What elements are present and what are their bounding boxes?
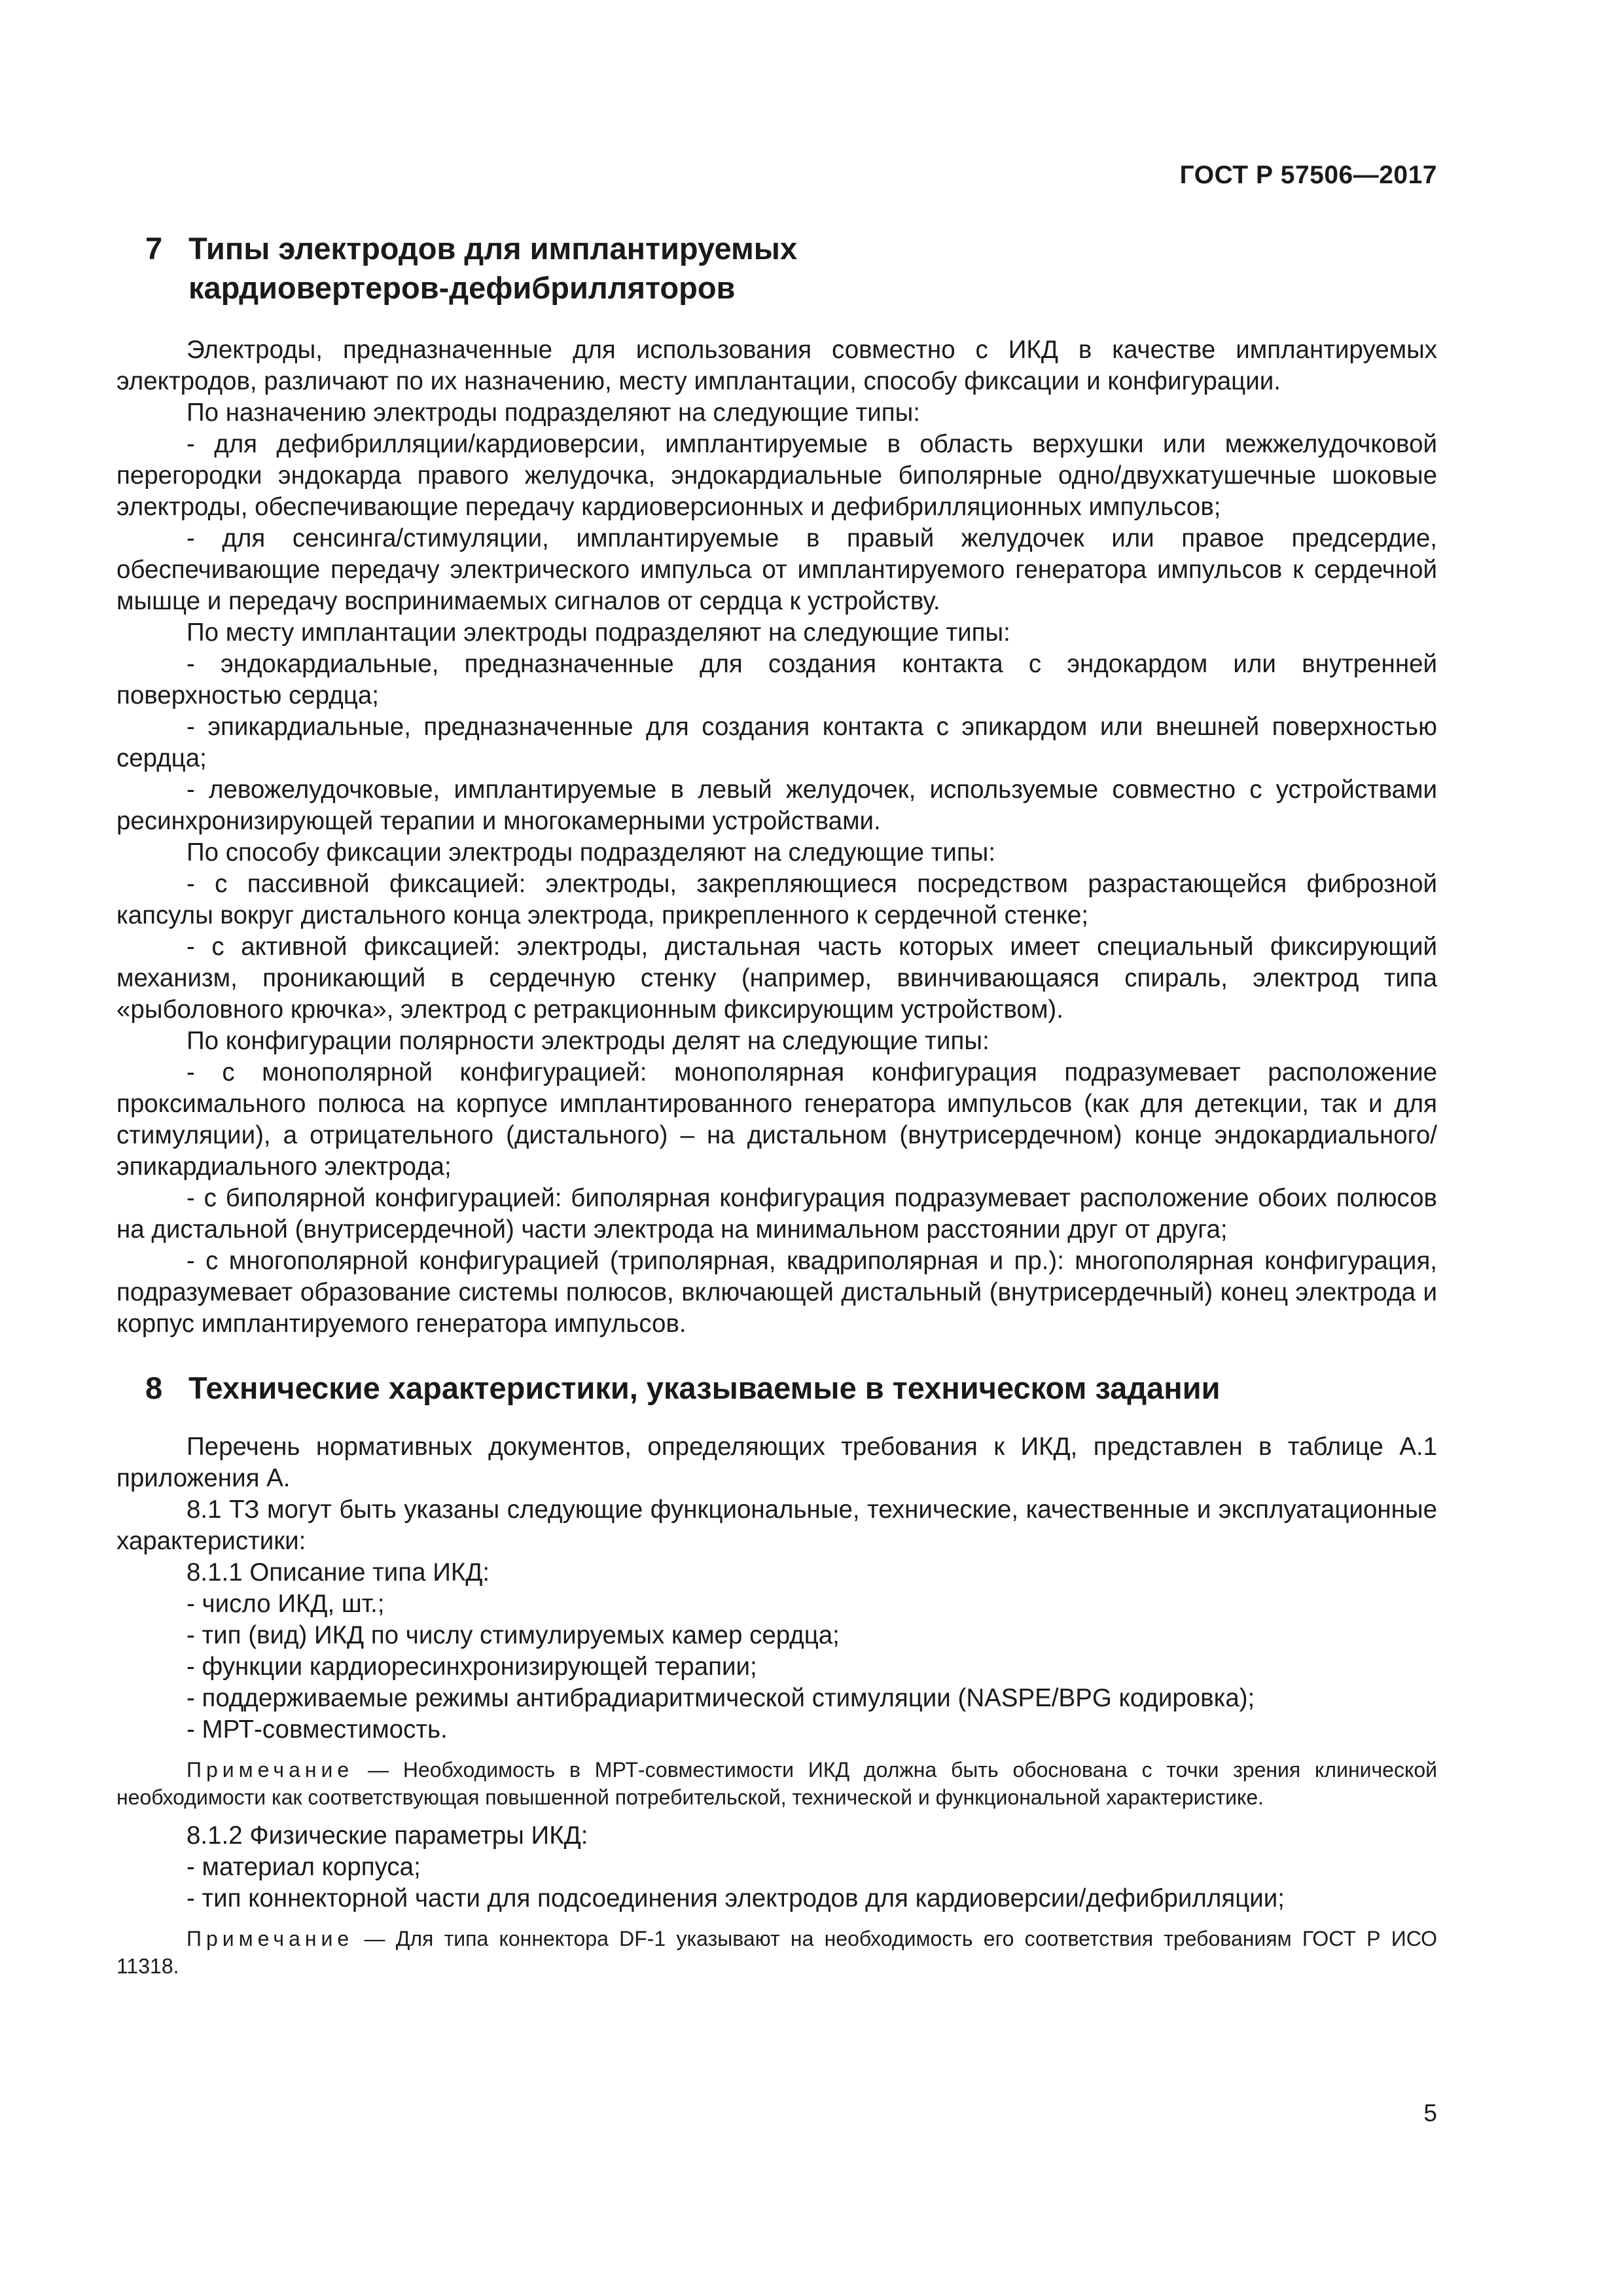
clause-8-1-2-title: 8.1.2 Физические параметры ИКД: [187,1821,588,1850]
note-1 [116,1756,1437,1811]
page-content [116,229,1437,1989]
list-item: - для дефибрилляции/кардиоверсии, имплантируемые в область верхушки или межжелудочковой перегородки эндокарда правого желудочка, эндокардиальные биполярные одно/двухкатушечные шоковые электроды, обеспечивающие передачу кардиоверсионных и дефибрилляционных импульсов; [116,430,1437,522]
section-7-heading [116,229,1437,307]
list-item: - с активной фиксацией: электроды, дистальная часть которых имеет специальный фиксирующий механизм, проникающий в сердечную стенку (например, ввинчивающаяся спираль, электрод типа «рыболовного крючка», электрод с ретракционным фиксирующим устройством). [116,933,1437,1024]
paragraph: По способу фиксации электроды подразделяют на следующие типы: [187,838,996,867]
list-item: - эпикардиальные, предназначенные для создания контакта с эпикардом или внешней поверхностью сердца; [116,713,1437,773]
clause-8-1-1-title: 8.1.1 Описание типа ИКД: [187,1558,490,1587]
list-item: - тип коннекторной части для подсоединения электродов для кардиоверсии/дефибрилляции; [187,1884,1285,1913]
note-2 [116,1925,1437,1980]
list-item: - функции кардиоресинхронизирующей терапии; [187,1653,757,1681]
note-1-text: — Необходимость в МРТ-совместимости ИКД должна быть обоснована с точки зрения клинической необходимости как соответствующая повышенной потребительской, технической и функциональной характеристике. [116,1758,1438,1810]
list-item: - материал корпуса; [187,1853,421,1882]
section-7-title-line1: Типы электродов для имплантируемых [188,231,798,266]
list-item: - число ИКД, шт.; [187,1590,385,1619]
paragraph: По назначению электроды подразделяют на следующие типы: [187,399,920,427]
note-2-label: Примечание [187,1927,354,1951]
section-7-body [116,334,1437,1340]
section-8-title: Технические характеристики, указываемые в техническом задании [188,1371,1221,1406]
section-8-body [116,1431,1437,1980]
list-item: - МРТ-совместимость. [187,1715,448,1744]
list-item: - для сенсинга/стимуляции, имплантируемые в правый желудочек или правое предсердие, обеспечивающие передачу электрического импульса от имплантируемого генератора импульсов к сердечной мышце и передачу воспринимаемых сигналов от сердца к устройству. [116,524,1437,616]
section-8-number: 8 [145,1371,163,1406]
document-code-header: ГОСТ Р 57506—2017 [1179,161,1437,189]
clause-8-1: 8.1 ТЗ могут быть указаны следующие функциональные, технические, качественные и эксплуатационные характеристики: [116,1496,1437,1556]
list-item: - с монополярной конфигурацией: монополярная конфигурация подразумевает расположение проксимального полюса на корпусе имплантированного генератора импульсов (как для детекции, так и для стимуляции), а отрицательного (дистального) – на дистальном (внутрисердечном) конце эндокардиального/эпикардиального электрода; [116,1058,1437,1181]
section-7-title-line2: кардиовертеров-дефибрилляторов [188,270,736,305]
list-item: - тип (вид) ИКД по числу стимулируемых камер сердца; [187,1621,840,1650]
paragraph: По конфигурации полярности электроды делят на следующие типы: [187,1027,990,1056]
list-item: - левожелудочковые, имплантируемые в левый желудочек, используемые совместно с устройствами ресинхронизирующей терапии и многокамерными устройствами. [116,776,1437,836]
list-item: - с многополярной конфигурацией (триполярная, квадриполярная и пр.): многополярная конфигурация, подразумевает образование системы полюсов, включающей дистальный (внутрисердечный) конец электрода и корпус имплантируемого генератора импульсов. [116,1247,1437,1338]
list-item: - эндокардиальные, предназначенные для создания контакта с эндокардом или внутренней поверхностью сердца; [116,650,1437,710]
section-8-heading [116,1369,1437,1408]
note-1-label: Примечание [187,1758,354,1782]
list-item: - с пассивной фиксацией: электроды, закрепляющиеся посредством разрастающейся фиброзной капсулы вокруг дистального конца электрода, прикрепленного к сердечной стенке; [116,870,1437,930]
paragraph: По месту имплантации электроды подразделяют на следующие типы: [187,619,1010,647]
list-item: - поддерживаемые режимы антибрадиаритмической стимуляции (NASPE/BPG кодировка); [187,1684,1255,1713]
paragraph: Перечень нормативных документов, определяющих требования к ИКД, представлен в таблице А.1 приложения А. [116,1433,1437,1493]
paragraph: Электроды, предназначенные для использования совместно с ИКД в качестве имплантируемых электродов, различают по их назначению, месту имплантации, способу фиксации и конфигурации. [116,336,1437,396]
page-number: 5 [1423,2100,1437,2126]
section-7-number: 7 [145,231,163,266]
note-2-text: — Для типа коннектора DF-1 указывают на необходимость его соответствия требованиям ГОСТ Р ИСО 11318. [116,1927,1438,1979]
list-item: - с биполярной конфигурацией: биполярная конфигурация подразумевает расположение обоих полюсов на дистальной (внутрисердечной) части электрода на минимальном расстоянии друг от друга; [116,1184,1437,1244]
